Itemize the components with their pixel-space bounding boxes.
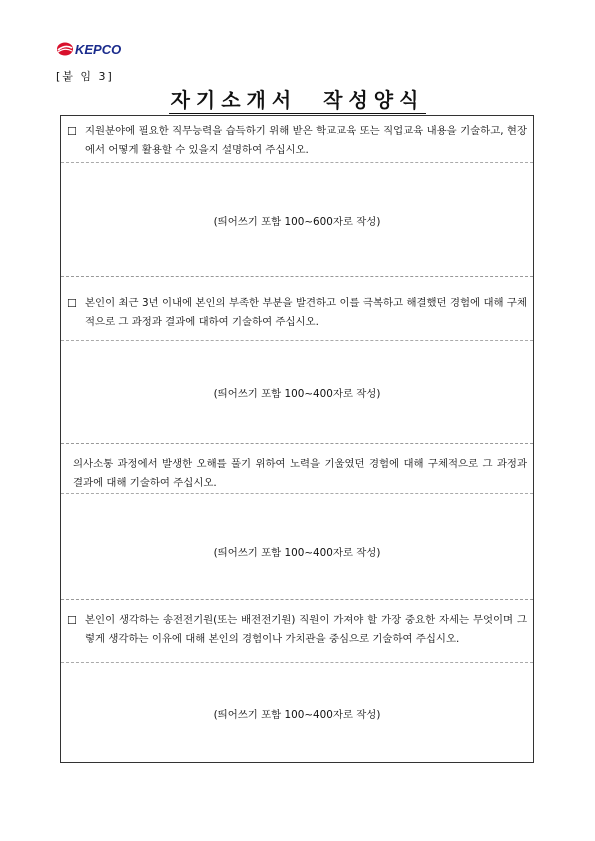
page-title: 자기소개서 작성양식 xyxy=(170,88,425,112)
checkbox-icon: ☐ xyxy=(67,614,77,627)
question-2 xyxy=(61,288,533,332)
divider xyxy=(61,340,533,341)
divider xyxy=(61,662,533,663)
form-table xyxy=(60,115,534,763)
answer-field-4[interactable]: (띄어쓰기 포함 100~400자로 작성) xyxy=(213,709,381,721)
section-divider xyxy=(61,599,533,600)
divider xyxy=(61,162,533,163)
question-text: 지원분야에 필요한 직무능력을 습득하기 위해 받은 학교교육 또는 직업교육 내용을 기술하고, 현장에서 어떻게 활용할 수 있을지 설명하여 주십시오. xyxy=(85,125,527,156)
question-3 xyxy=(61,449,533,493)
answer-field-1[interactable]: (띄어쓰기 포함 100~600자로 작성) xyxy=(213,216,381,228)
section-divider xyxy=(61,276,533,277)
question-text: 본인이 최근 3년 이내에 본인의 부족한 부분을 발견하고 이를 극복하고 해결했던 경험에 대해 구체적으로 그 과정과 결과에 대하여 기술하여 주십시오. xyxy=(85,297,527,328)
answer-field-2[interactable]: (띄어쓰기 포함 100~400자로 작성) xyxy=(213,388,381,400)
kepco-logo xyxy=(56,40,136,58)
answer-field-3[interactable]: (띄어쓰기 포함 100~400자로 작성) xyxy=(213,547,381,559)
logo-text: KEPCO xyxy=(75,42,122,57)
question-1 xyxy=(61,116,533,160)
question-text: 의사소통 과정에서 발생한 오해를 풀기 위하여 노력을 기울였던 경험에 대해 구체적으로 그 과정과 결과에 대해 기술하여 주십시오. xyxy=(73,458,527,489)
checkbox-icon: ☐ xyxy=(67,297,77,310)
question-text: 본인이 생각하는 송전전기원(또는 배전전기원) 직원이 가져야 할 가장 중요한 자세는 무엇이며 그렇게 생각하는 이유에 대해 본인의 경험이나 가치관을 중심으로 기술하여 주십시오. xyxy=(85,614,527,645)
attachment-label: [붙 임 3] xyxy=(56,70,114,83)
divider xyxy=(61,493,533,494)
checkbox-icon: ☐ xyxy=(67,125,77,138)
question-4 xyxy=(61,605,533,649)
section-divider xyxy=(61,443,533,444)
